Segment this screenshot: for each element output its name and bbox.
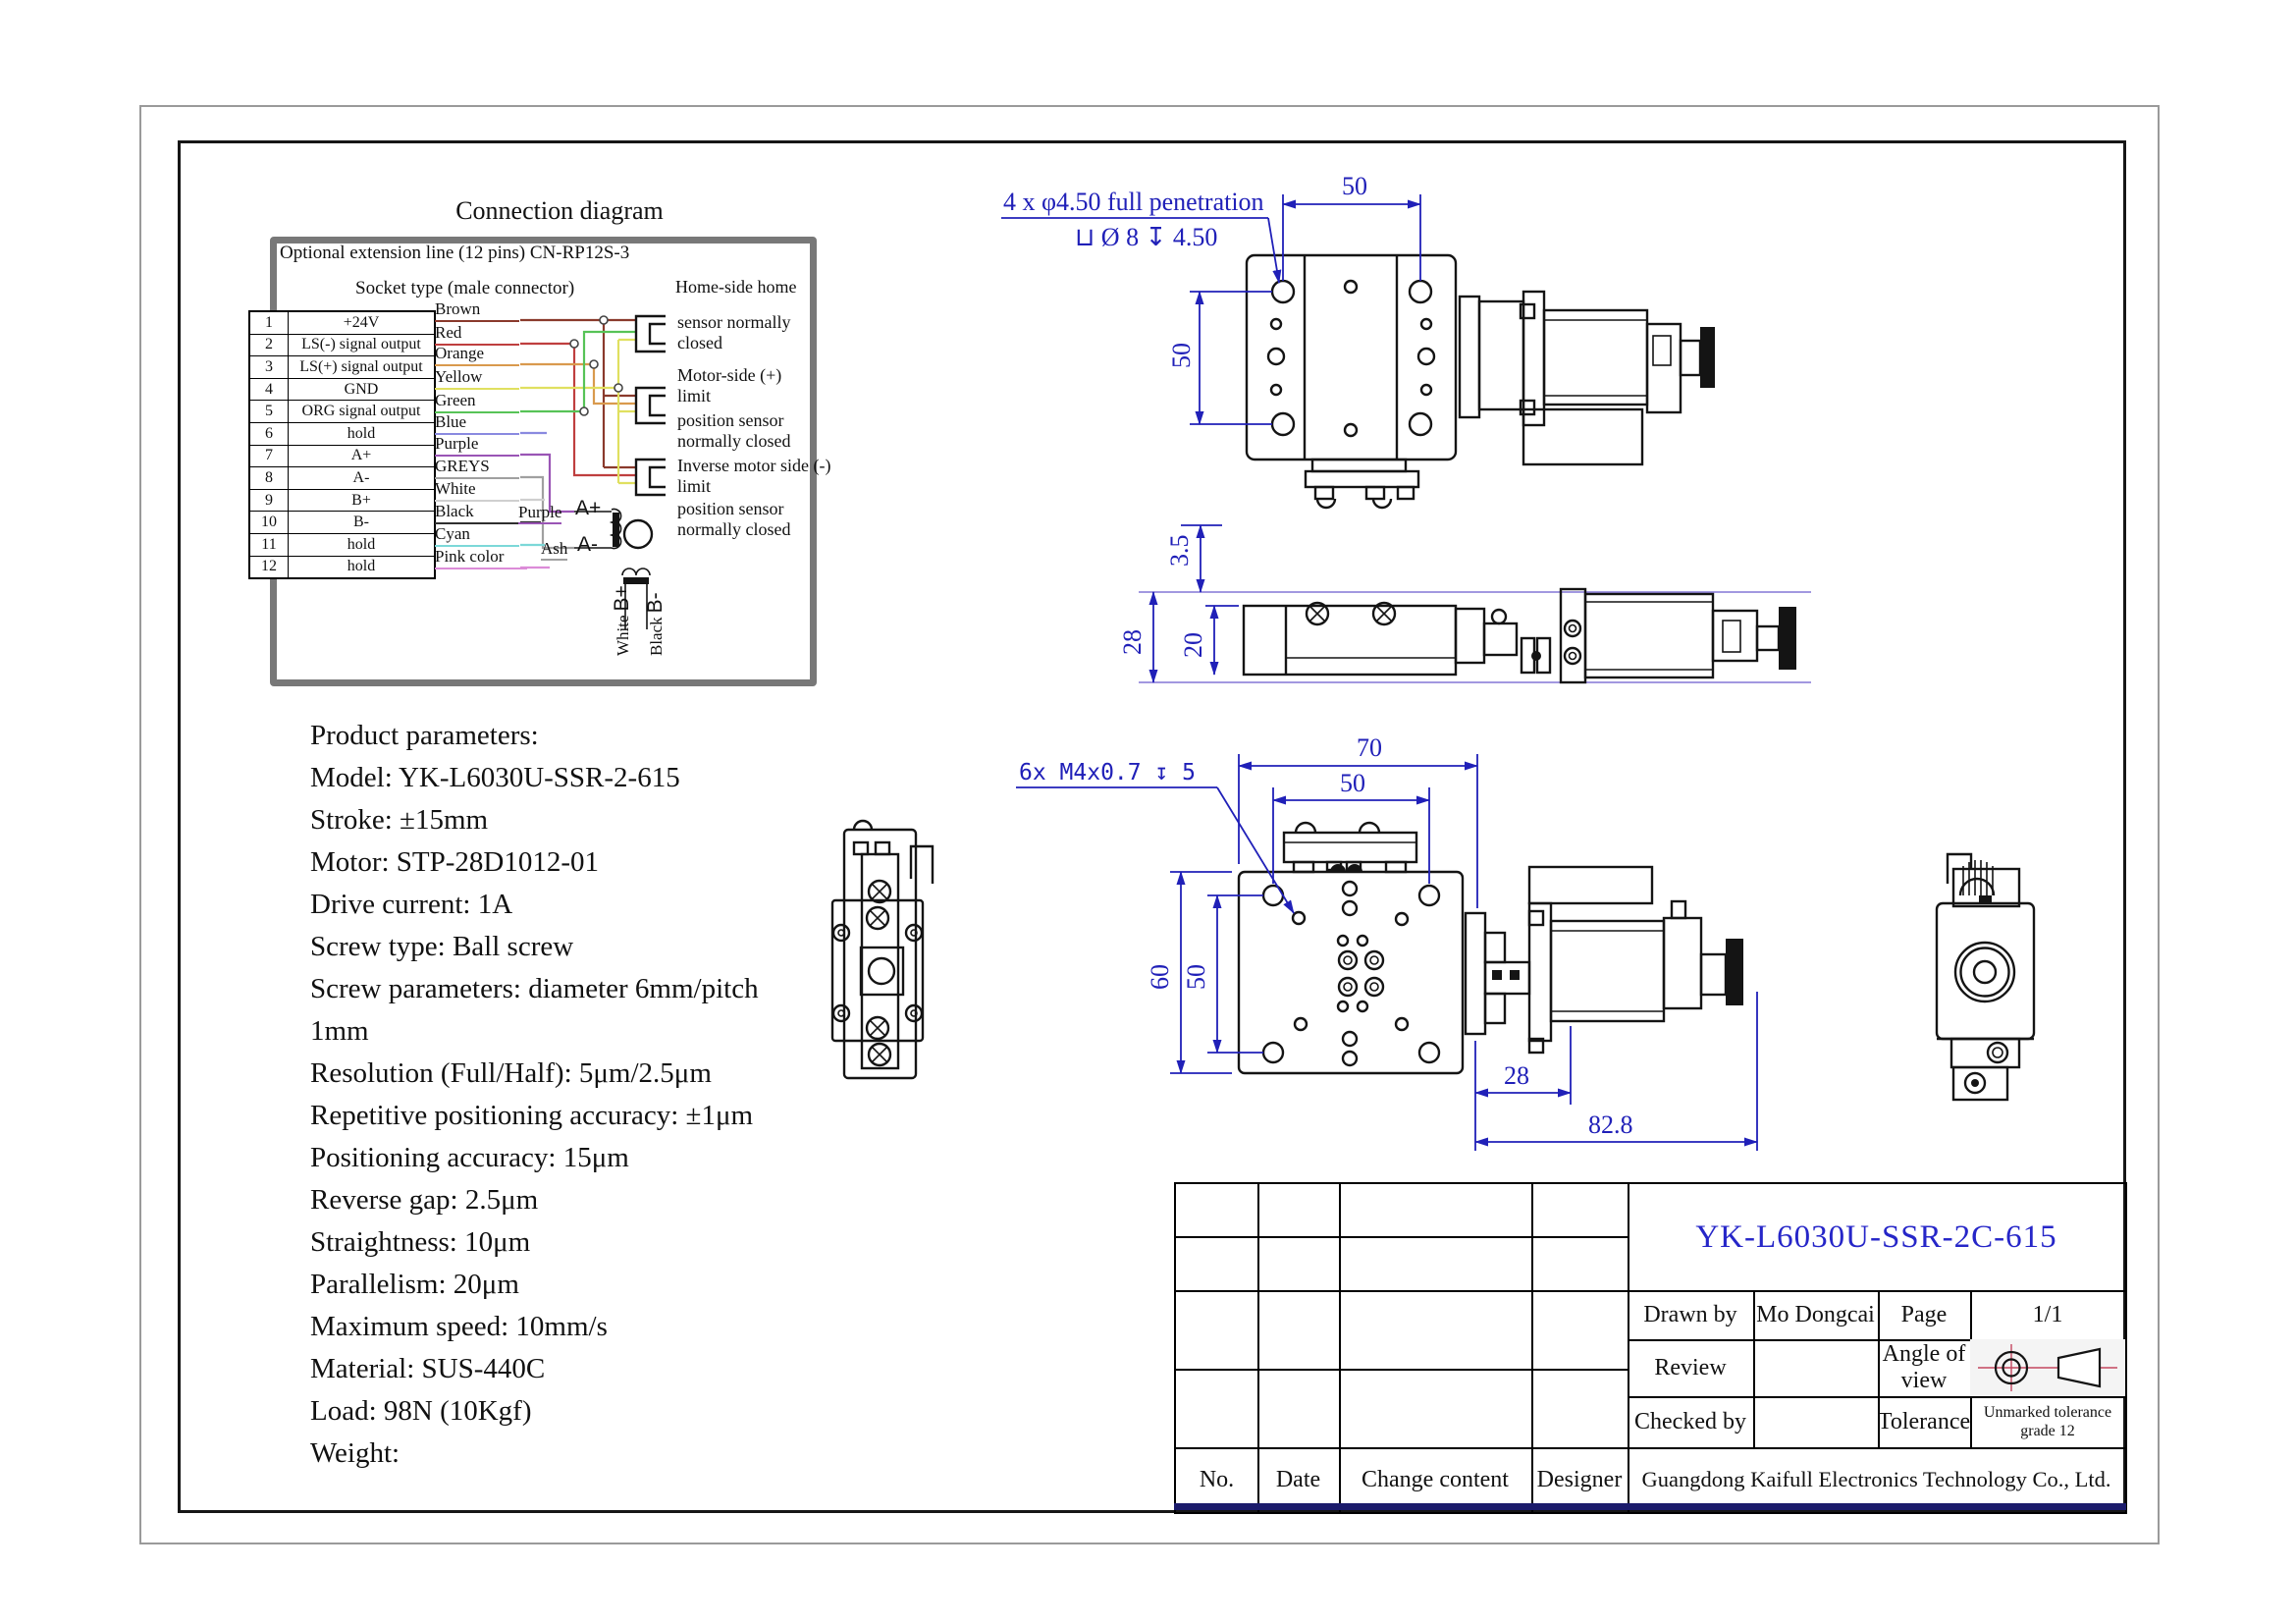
param-line: Drive current: 1A <box>310 889 513 920</box>
wire-label: Purple <box>435 433 519 457</box>
first-angle-projection-icon <box>1974 1340 2121 1395</box>
param-line: Stroke: ±15mm <box>310 804 489 836</box>
connection-diagram-title: Connection diagram <box>455 196 664 225</box>
wire-label: Black <box>435 501 519 524</box>
motor-assembly <box>1460 292 1715 464</box>
table-row: 6 hold <box>249 422 435 445</box>
dimension-annotations <box>1016 733 1757 1151</box>
stage-table <box>1284 823 1416 872</box>
table-row: 10 B- <box>249 512 435 534</box>
dimension-annotations <box>1001 172 1420 424</box>
dim-28: 28 <box>1118 629 1147 655</box>
drawn-by-label: Drawn by <box>1643 1301 1737 1327</box>
table-row: 8 A- <box>249 467 435 490</box>
wire-label: Cyan <box>435 523 519 547</box>
param-line: Straightness: 10μm <box>310 1226 531 1258</box>
a-minus-pin-label: A- <box>577 533 598 556</box>
side-view-drawing <box>1080 506 1855 731</box>
table-row: 5 ORG signal output <box>249 401 435 423</box>
change-content-label: Change content <box>1362 1466 1509 1492</box>
dim-28: 28 <box>1504 1061 1529 1090</box>
right-end-view-drawing <box>1914 785 2130 1119</box>
param-line: Model: YK-L6030U-SSR-2-615 <box>310 762 680 793</box>
sensor1-label: Home-side home <box>675 277 797 297</box>
param-line: Motor: STP-28D1012-01 <box>310 846 600 878</box>
dim-70: 70 <box>1357 733 1382 762</box>
left-end-view-drawing <box>815 785 1031 1119</box>
company-name: Guangdong Kaifull Electronics Technology Co., Ltd. <box>1641 1467 2111 1491</box>
a-plus-color-label: Purple <box>518 503 561 524</box>
table-row: 12 hold <box>249 556 435 578</box>
sensor-connector-icons <box>636 316 666 495</box>
wire-label: Yellow <box>435 366 519 390</box>
param-line: Resolution (Full/Half): 5μm/2.5μm <box>310 1057 712 1089</box>
wire-label: Pink color <box>435 546 527 569</box>
a-minus-color-label: Ash <box>541 539 567 561</box>
leader-text-1: 4 x φ4.50 full penetration <box>1003 188 1264 216</box>
b-plus-label: White B+ <box>611 585 633 656</box>
dim-50-inner: 50 <box>1340 769 1365 797</box>
date-label: Date <box>1275 1466 1321 1492</box>
drawing-model-title: YK-L6030U-SSR-2C-615 <box>1695 1218 2057 1255</box>
motor-side <box>1561 589 1796 682</box>
sensor3-label: Inverse motor side (-) limit <box>677 456 831 496</box>
tolerance-note: Unmarked tolerance grade 12 <box>1983 1404 2112 1439</box>
sensor2-label: Motor-side (+) limit <box>677 365 782 406</box>
dim-60: 60 <box>1146 964 1174 990</box>
wire-label: Blue <box>435 411 519 435</box>
table-row: 1 +24V <box>249 311 435 334</box>
checked-by-label: Checked by <box>1634 1408 1746 1435</box>
projection-symbol-cell <box>1970 1339 2125 1396</box>
param-line: Product parameters: <box>310 720 539 751</box>
param-line: Reverse gap: 2.5μm <box>310 1184 539 1216</box>
designer-label: Designer <box>1536 1466 1623 1492</box>
plan-view-drawing <box>982 727 1865 1168</box>
param-line: Screw type: Ball screw <box>310 931 574 962</box>
sensor1-sublabel: sensor normally closed <box>677 312 791 352</box>
title-block-bottom-edge <box>1174 1503 2126 1510</box>
wiring-diagram <box>270 237 803 673</box>
param-line: Parallelism: 20μm <box>310 1269 519 1300</box>
sensor2-sublabel: position sensor normally closed <box>677 410 791 451</box>
stage-body <box>1247 255 1456 508</box>
product-parameters <box>310 715 860 1475</box>
table-row: 7 A+ <box>249 445 435 467</box>
tolerance-label: Tolerance <box>1877 1408 1971 1435</box>
param-line: Positioning accuracy: 15μm <box>310 1142 629 1173</box>
dim-50-top: 50 <box>1342 172 1367 200</box>
review-label: Review <box>1654 1354 1727 1380</box>
wire-label: Green <box>435 390 519 413</box>
motor-assembly <box>1466 867 1743 1053</box>
table-row: 3 LS(+) signal output <box>249 356 435 379</box>
angle-of-view-label: Angle of view <box>1882 1341 1966 1393</box>
sensor3-sublabel: position sensor normally closed <box>677 499 791 539</box>
dim-20: 20 <box>1179 632 1207 658</box>
title-block <box>1174 1182 2127 1514</box>
drawn-by-value: Mo Dongcai <box>1756 1301 1875 1327</box>
no-label: No. <box>1199 1466 1235 1492</box>
dimension-annotations <box>1118 525 1239 682</box>
dim-3-5: 3.5 <box>1165 534 1194 567</box>
param-line: Material: SUS-440C <box>310 1353 546 1384</box>
leader-text-2: ⊔ Ø 8 ↧ 4.50 <box>1075 223 1218 251</box>
wire-label: Red <box>435 322 519 346</box>
wire-label: GREYS <box>435 456 519 479</box>
wire-label: Orange <box>435 343 519 366</box>
table-row: 11 hold <box>249 533 435 556</box>
dim-50-left: 50 <box>1167 343 1196 368</box>
param-line: Screw parameters: diameter 6mm/pitch <box>310 973 759 1004</box>
wire-label: Brown <box>435 298 519 322</box>
extension-line-note: Optional extension line (12 pins) CN-RP12S-3 <box>280 243 630 263</box>
socket-type-note: Socket type (male connector) <box>355 278 575 298</box>
stage-plate <box>1239 872 1463 1073</box>
table-row: 9 B+ <box>249 489 435 512</box>
param-line: 1mm <box>310 1015 369 1047</box>
a-plus-pin-label: A+ <box>575 497 602 519</box>
leader-m4: 6x M4x0.7 ↧ 5 <box>1019 760 1197 785</box>
table-row: 4 GND <box>249 378 435 401</box>
wire-label: White <box>435 478 519 502</box>
stage-side-body <box>1244 603 1550 675</box>
b-minus-label: Black B- <box>644 592 667 656</box>
page-label: Page <box>1900 1301 1948 1327</box>
param-line: Load: 98N (10Kgf) <box>310 1395 532 1427</box>
dim-82-8: 82.8 <box>1588 1110 1633 1139</box>
param-line: Weight: <box>310 1437 400 1469</box>
table-row: 2 LS(-) signal output <box>249 334 435 356</box>
param-line: Repetitive positioning accuracy: ±1μm <box>310 1100 754 1131</box>
page-value: 1/1 <box>2032 1301 2063 1327</box>
dim-50-left: 50 <box>1182 964 1210 990</box>
param-line: Maximum speed: 10mm/s <box>310 1311 608 1342</box>
